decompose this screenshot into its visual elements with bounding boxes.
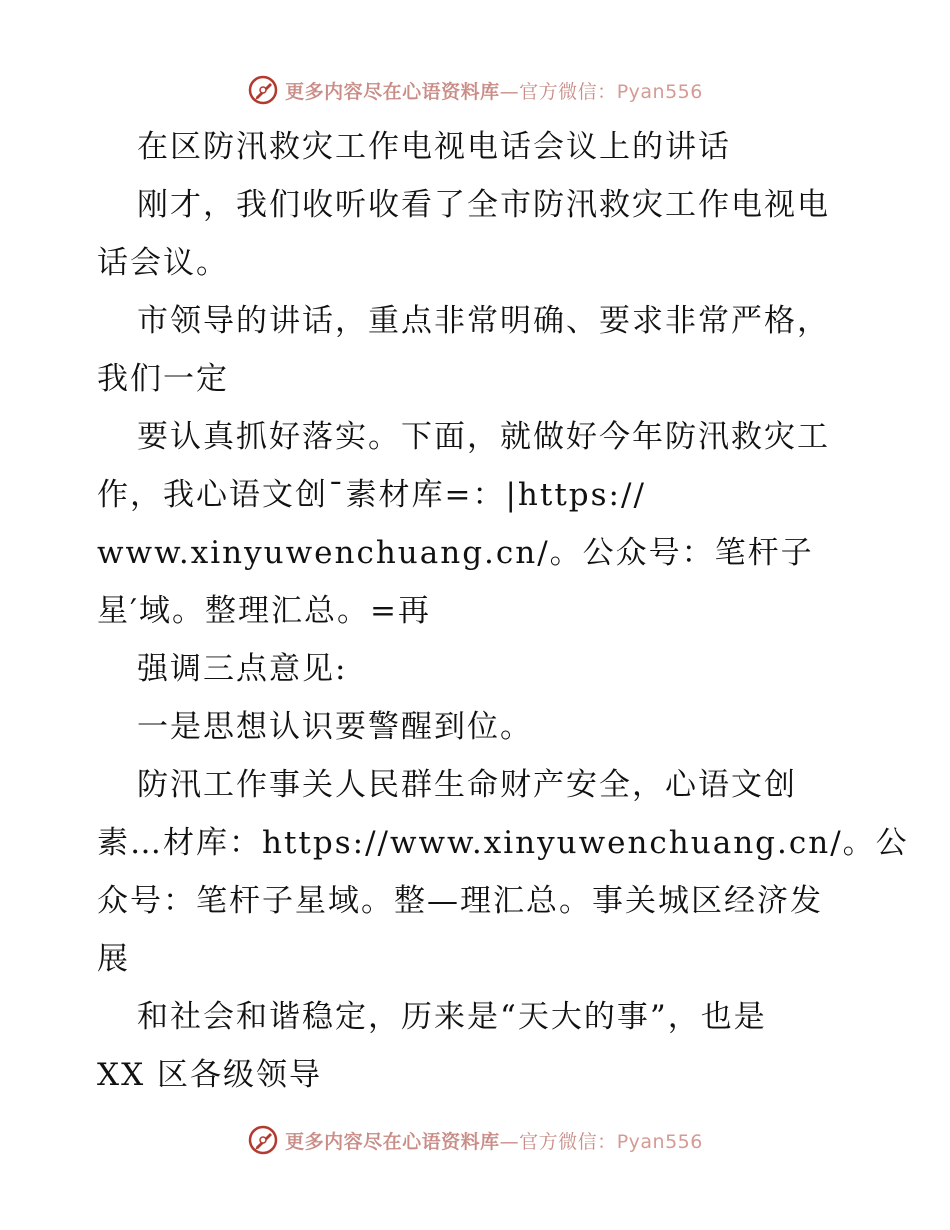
paragraph-line: 强调三点意见: xyxy=(137,651,348,687)
paragraph-line: 作，我心语文创¯素材库=：|https:// xyxy=(97,477,646,513)
paragraph-line: 星′域。整理汇总。=再 xyxy=(97,593,432,629)
footer-wechat-label: 官方微信： xyxy=(519,1130,617,1153)
quill-logo-icon xyxy=(247,1124,279,1156)
paragraph-line: 刚才，我们收听收看了全市防汛救灾工作电视电 xyxy=(137,187,830,223)
header-watermark xyxy=(0,72,950,108)
header-watermark-text xyxy=(285,77,703,104)
paragraph-line: 话会议。 xyxy=(97,245,229,281)
paragraph-line: www.xinyuwenchuang.cn/。公众号：笔杆子 xyxy=(97,535,814,571)
paragraph-line: XX 区各级领导 xyxy=(97,1057,322,1093)
footer-wechat-id: Pyan556 xyxy=(616,1130,703,1153)
paragraph-line: 和社会和谐稳定，历来是“天大的事”，也是 xyxy=(137,999,767,1035)
header-wechat-label: 官方微信： xyxy=(519,80,617,103)
quill-logo-icon xyxy=(247,74,279,106)
paragraph-line: 市领导的讲话，重点非常明确、要求非常严格， xyxy=(137,303,830,339)
paragraph-line: 防汛工作事关人民群生命财产安全，心语文创 xyxy=(137,767,797,803)
paragraph-line: 要认真抓好落实。下面，就做好今年防汛救灾工 xyxy=(137,419,830,455)
paragraph-line: 我们一定 xyxy=(97,361,229,397)
header-prefix: 更多内容尽在心语资料库 xyxy=(285,80,500,103)
footer-watermark-text xyxy=(285,1127,703,1154)
footer-prefix: 更多内容尽在心语资料库 xyxy=(285,1130,500,1153)
document-body xyxy=(97,118,909,1104)
header-dash: — xyxy=(499,80,520,103)
header-wechat-id: Pyan556 xyxy=(616,80,703,103)
section-heading: 一是思想认识要警醒到位。 xyxy=(137,709,533,745)
footer-dash: — xyxy=(499,1130,520,1153)
paragraph-line: 众号：笔杆子星域。整—理汇总。事关城区经济发 xyxy=(97,883,823,919)
document-title: 在区防汛救灾工作电视电话会议上的讲话 xyxy=(137,129,731,165)
footer-watermark xyxy=(0,1122,950,1158)
paragraph-line: 素…材库：https://www.xinyuwenchuang.cn/。公 xyxy=(97,825,909,861)
paragraph-line: 展 xyxy=(97,941,130,977)
